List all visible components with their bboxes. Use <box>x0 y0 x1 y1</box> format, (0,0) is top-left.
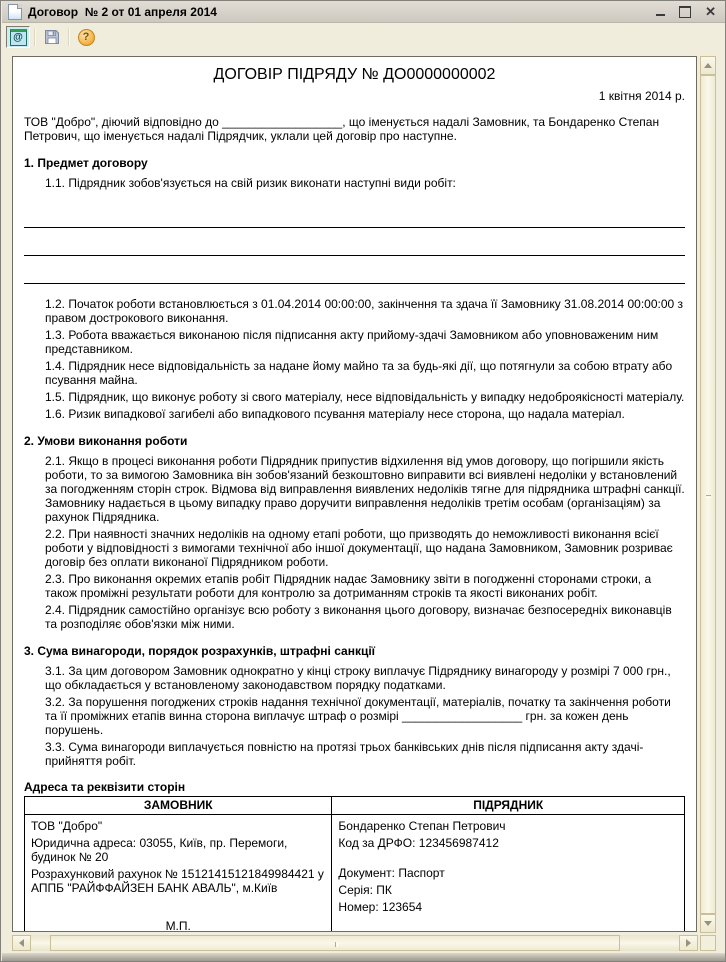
spacer <box>338 853 678 865</box>
customer-cell <box>25 815 331 932</box>
contractor-name: Бондаренко Степан Петрович <box>338 819 506 833</box>
blank-fill-line <box>24 228 685 256</box>
contract-title: ДОГОВІР ПІДРЯДУ № ДО0000000002 <box>213 66 496 83</box>
vertical-scrollbar-thumb[interactable] <box>700 75 716 914</box>
horizontal-scrollbar-thumb[interactable] <box>50 935 620 951</box>
title-bar[interactable] <box>2 1 726 23</box>
thumb-grip <box>335 942 338 947</box>
horizontal-scrollbar-track[interactable] <box>31 935 679 951</box>
contract-paragraph: 3.1. За цим договором Замовник однократно у кінці строку виплачує Підряднику винагороду у розмірі 7 000 грн., що обкладається у встановленому законодавством порядку податками. <box>45 664 671 692</box>
contract-paragraph: 2.3. Про виконання окремих етапів робіт Підрядник надає Замовнику звіти в погодженні сторонами строки, а також проміжні результати роботи для контролю за дотриманням строків та якості виконаних робіт. <box>45 572 652 600</box>
mail-at-icon: @ <box>10 29 27 46</box>
blank-fill-line <box>24 200 685 228</box>
scroll-up-button[interactable] <box>700 56 716 75</box>
scrollbar-corner <box>700 935 716 951</box>
scroll-left-button[interactable] <box>12 935 31 951</box>
requisites-heading: Адреса та реквізити сторін <box>24 780 186 794</box>
customer-column-header: ЗАМОВНИК <box>25 797 331 815</box>
customer-stamp-mark: М.П. <box>165 919 191 932</box>
vertical-scrollbar[interactable] <box>700 56 716 933</box>
thumb-grip <box>706 495 711 498</box>
contract-paragraph: 1.4. Підрядник несе відповідальність за надане йому майно та за будь-які дії, що потягнули за собою втрату або псування майна. <box>45 359 673 387</box>
contract-paragraph: 3.3. Сума винагороди виплачується повністю на протязі трьох банківських днів після підписання акту здачі-прийняття робіт. <box>45 740 644 768</box>
contractor-cell <box>331 815 684 932</box>
window-resize-edge[interactable] <box>2 953 726 962</box>
toolbar-separator <box>34 28 36 46</box>
minimize-icon[interactable] <box>656 6 665 17</box>
contract-paragraph: 2.4. Підрядник самостійно організує всю роботу з виконання цього договору, визначає безпосередніх виконавців та розподіляє обов'язки між ними. <box>45 603 672 631</box>
contract-paragraph: 1.1. Підрядник зобов'язується на свій ризик виконати наступні види робіт: <box>45 176 456 190</box>
contract-paragraph: 1.3. Робота вважається виконаною після підписання акту прийому-здачі Замовником або уповноваженим ним представником. <box>45 328 659 356</box>
section-2-heading: 2. Умови виконання роботи <box>24 434 188 448</box>
contractor-passport-series: Серія: ПК <box>338 883 392 897</box>
contract-paragraph: 2.1. Якщо в процесі виконання роботи Підрядник припустив відхилення від умов договору, що погіршили якість роботи, то за вимогою Замовника він зобов'язаний безкоштовно виправити всі виявлені недоліки у встановлений за погодженням сторін строк. Відмова від виправлення виявлених недоліків тягне для підрядника штрафні санкції. Замовнику надається в цьому випадку право доручити виправлення недоліків третім особам (організаціям) за рахунок Підрядника. <box>45 454 685 524</box>
contract-date: 1 квітня 2014 р. <box>598 89 685 103</box>
requisites-table <box>24 796 685 932</box>
scroll-down-button[interactable] <box>700 914 716 933</box>
contract-paragraph: 1.6. Ризик випадкової загибелі або випадкового псування матеріалу несе сторона, що надала матеріал. <box>45 407 625 421</box>
contract-paragraph: 1.5. Підрядник, що виконує роботу зі свого матеріалу, несе відповідальність у випадку недоброякісності матеріалу. <box>45 390 685 404</box>
close-icon[interactable]: ✕ <box>705 3 716 19</box>
blank-fill-lines <box>24 200 685 284</box>
section-1-heading: 1. Предмет договору <box>24 156 148 170</box>
arrow-down-icon <box>704 921 712 926</box>
arrow-right-icon <box>686 939 691 947</box>
section-3-heading: 3. Сума винагороди, порядок розрахунків, штрафні санкції <box>24 644 376 658</box>
document-icon <box>8 4 22 20</box>
window-title: Договор № 2 от 01 апреля 2014 <box>28 4 217 19</box>
arrow-up-icon <box>704 63 712 68</box>
toolbar-separator <box>68 28 70 46</box>
horizontal-scrollbar[interactable] <box>12 935 698 951</box>
maximize-icon[interactable] <box>679 6 691 18</box>
contract-page <box>12 56 697 932</box>
contractor-column-header: ПІДРЯДНИК <box>331 797 684 815</box>
contract-paragraph: 3.2. За порушення погоджених строків надання технічної документації, матеріалів, початку та закінчення роботи та її проміжних етапів винна сторона виплачує штраф о розмірі __________________ грн. за кожен день порушень. <box>45 695 671 737</box>
contract-intro: ТОВ "Добро", діючий відповідно до __________________, що іменується надалі Замовник, та Бондаренко Степан Петрович, що іменується надалі Підрядчик, уклали цей договір про наступне. <box>24 115 660 143</box>
contractor-passport-number: Номер: 123654 <box>338 900 423 914</box>
contractor-document: Документ: Паспорт <box>338 866 445 880</box>
window-controls <box>656 3 720 19</box>
contract-paragraph: 2.2. При наявності значних недоліків на одному етапі роботи, що призводять до неможливості виконання всієї роботи у відповідності з вимогами технічної або іншої документації, що надана Замовником, Замовник розриває договір без оплати виконаної Підрядником роботи. <box>45 527 673 569</box>
contractor-tax-code: Код за ДРФО: 123456987412 <box>338 836 499 850</box>
help-button[interactable] <box>74 26 98 48</box>
scroll-right-button[interactable] <box>679 935 698 951</box>
help-question-icon: ? <box>78 29 95 46</box>
toolbar <box>2 24 726 50</box>
contract-paragraph: 1.2. Початок роботи встановлюється з 01.04.2014 00:00:00, закінчення та здача її Замовнику 31.08.2014 00:00:00 з правом дострокового виконання. <box>45 297 684 325</box>
arrow-left-icon <box>19 939 24 947</box>
save-floppy-icon <box>44 29 60 45</box>
customer-bank-account: Розрахунковий рахунок № 15121415121849984421 у АППБ "РАЙФФАЙЗЕН БАНК АВАЛЬ", м.Київ <box>31 867 324 895</box>
customer-address: Юридична адреса: 03055, Київ, пр. Перемоги, будинок № 20 <box>31 836 288 864</box>
send-mail-button[interactable] <box>6 26 30 48</box>
blank-fill-line <box>24 256 685 284</box>
save-button[interactable] <box>40 26 64 48</box>
customer-name: ТОВ "Добро" <box>31 819 103 833</box>
